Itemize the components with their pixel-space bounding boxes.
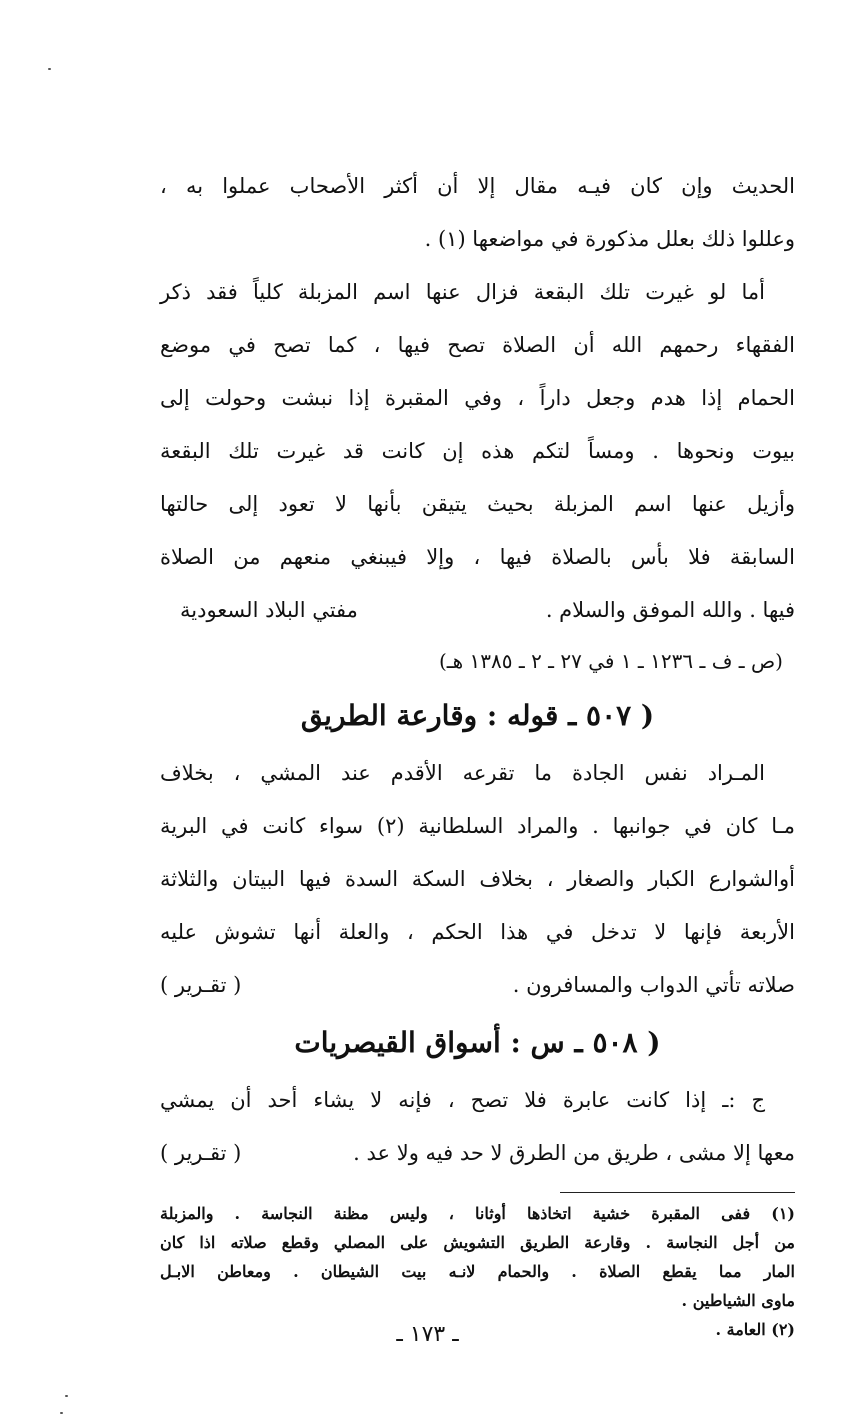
section-507-body <box>160 747 795 1012</box>
section-heading-507: ( ٥٠٧ ـ قوله : وقارعة الطريق <box>300 699 655 732</box>
section-heading-508: ( ٥٠٨ ـ س : أسواق القيصريات <box>294 1026 661 1059</box>
text-line: الفقهاء رحمهم الله أن الصلاة تصح فيها ، كما تصح في موضع <box>160 333 795 357</box>
text-line: الحمام إذا هدم وجعل داراً ، وفي المقبرة إذا نبشت وحولت إلى <box>160 386 795 410</box>
page-number: ـ ١٧٣ ـ <box>396 1322 459 1347</box>
footnote-line: (١) ففى المقبرة خشية اتخاذها أوثانا ، وليس مظنة النجاسة . والمزبلة <box>160 1204 795 1223</box>
fatwa-reference: (ص ـ ف ـ ١٢٣٦ ـ ١ في ٢٧ ـ ٢ ـ ١٣٨٥ هـ) <box>438 649 783 673</box>
text-line: أما لو غيرت تلك البقعة فزال عنها اسم المزبلة كلياً فقد ذكر <box>160 280 765 304</box>
footnote-line: المار مما يقطع الصلاة . والحمام لانـه بيت الشيطان . ومعاطن الابـل <box>160 1262 795 1281</box>
text-line: مـا كان في جوانبها . والمراد السلطانية (٢) سواء كانت في البرية <box>160 814 795 838</box>
footnote-line: ماوى الشياطين . <box>681 1291 795 1310</box>
footnote-divider <box>560 1192 795 1193</box>
text-line: المـراد نفس الجادة ما تقرعه الأقدم عند المشي ، بخلاف <box>160 761 765 785</box>
closing-row <box>160 1127 795 1180</box>
text-line: وأزيل عنها اسم المزبلة بحيث يتيقن بأنها لا تعود إلى حالتها <box>160 492 795 516</box>
signature: مفتي البلاد السعودية <box>180 598 358 622</box>
text-line: معها إلا مشى ، طريق من الطرق لا حد فيه ولا عد . <box>353 1141 795 1165</box>
text-line: ج :ـ إذا كانت عابرة فلا تصح ، فإنه لا يشاء أحد أن يمشي <box>160 1088 765 1112</box>
scan-speck <box>60 1412 63 1414</box>
closing-row <box>160 584 795 637</box>
text-line: وعللوا ذلك بعلل مذكورة في مواضعها (١) . <box>424 227 795 251</box>
text-line: الحديث وإن كان فيـه مقال إلا أن أكثر الأصحاب عملوا به ، <box>160 174 795 198</box>
fatwa-block <box>160 160 795 685</box>
footnote-line: من أجل النجاسة . وقارعة الطريق التشويش على المصلي وقطع صلاته اذا كان <box>160 1233 795 1252</box>
page-content <box>160 160 795 1344</box>
scan-speck <box>48 68 51 70</box>
section-508-body <box>160 1074 795 1180</box>
text-line: الأربعة فإنها لا تدخل في هذا الحكم ، والعلة أنها تشوش عليه <box>160 920 795 944</box>
footnote-line: (٢) العامة . <box>715 1320 795 1339</box>
source-tag: ( تقـرير ) <box>160 973 242 997</box>
scan-speck <box>65 1395 68 1397</box>
text-line: صلاته تأتي الدواب والمسافرون . <box>512 973 795 997</box>
text-line: أوالشوارع الكبار والصغار ، بخلاف السكة السدة فيها البيتان والثلاثة <box>160 867 795 891</box>
closing-text: فيها . والله الموفق والسلام . <box>545 598 795 622</box>
closing-row <box>160 959 795 1012</box>
source-tag: ( تقـرير ) <box>160 1141 242 1165</box>
text-line: السابقة فلا بأس بالصلاة فيها ، وإلا فيبنغي منعهم من الصلاة <box>160 545 795 569</box>
text-line: بيوت ونحوها . ومساً لتكم هذه إن كانت قد غيرت تلك البقعة <box>160 439 795 463</box>
